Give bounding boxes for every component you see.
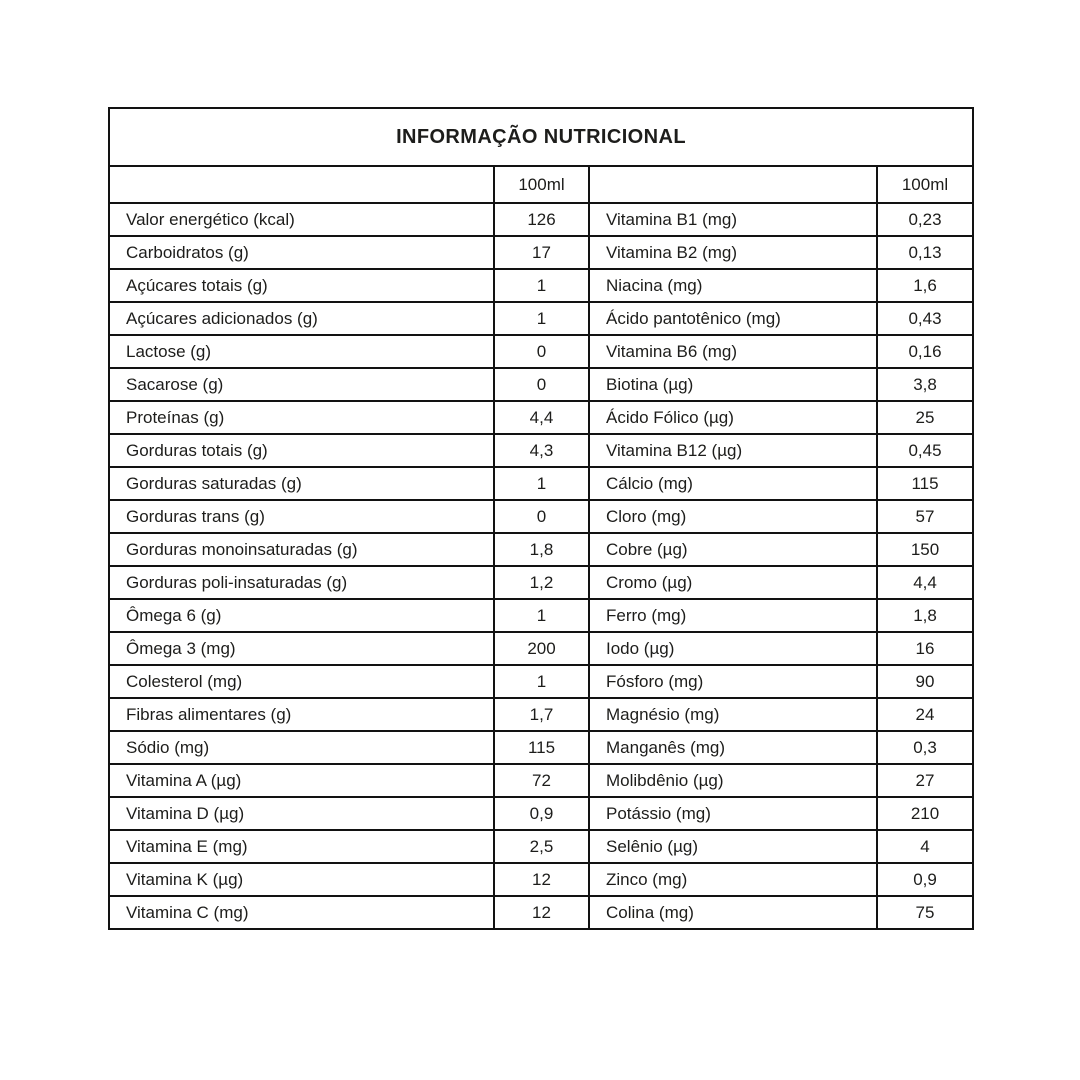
- nutrition-table: [108, 107, 974, 930]
- table-row: [109, 896, 973, 929]
- nutrient-value: 3,8: [877, 368, 973, 401]
- nutrient-label: Vitamina K (µg): [109, 863, 494, 896]
- table-row: [109, 302, 973, 335]
- unit-header-empty-left: [109, 166, 494, 203]
- nutrient-value: 150: [877, 533, 973, 566]
- nutrient-value: 1,8: [877, 599, 973, 632]
- nutrient-label: Vitamina B1 (mg): [589, 203, 877, 236]
- nutrient-value: 1,7: [494, 698, 589, 731]
- nutrient-value: 25: [877, 401, 973, 434]
- unit-header-left: 100ml: [494, 166, 589, 203]
- nutrient-value: 12: [494, 863, 589, 896]
- nutrient-value: 4,4: [877, 566, 973, 599]
- nutrient-label: Vitamina B12 (µg): [589, 434, 877, 467]
- nutrient-label: Cobre (µg): [589, 533, 877, 566]
- nutrient-label: Gorduras totais (g): [109, 434, 494, 467]
- table-row: [109, 434, 973, 467]
- nutrient-value: 72: [494, 764, 589, 797]
- nutrient-label: Magnésio (mg): [589, 698, 877, 731]
- nutrient-value: 0,43: [877, 302, 973, 335]
- table-row: [109, 203, 973, 236]
- nutrition-facts-panel: [108, 107, 974, 930]
- table-row: [109, 368, 973, 401]
- nutrient-label: Colesterol (mg): [109, 665, 494, 698]
- nutrient-value: 1: [494, 467, 589, 500]
- nutrient-label: Lactose (g): [109, 335, 494, 368]
- table-row: [109, 830, 973, 863]
- nutrient-value: 1: [494, 302, 589, 335]
- nutrient-value: 1: [494, 665, 589, 698]
- table-row: [109, 632, 973, 665]
- nutrient-value: 12: [494, 896, 589, 929]
- table-row: [109, 236, 973, 269]
- nutrient-value: 210: [877, 797, 973, 830]
- nutrient-value: 126: [494, 203, 589, 236]
- nutrient-value: 1,6: [877, 269, 973, 302]
- nutrient-value: 24: [877, 698, 973, 731]
- nutrient-value: 4,4: [494, 401, 589, 434]
- nutrient-label: Colina (mg): [589, 896, 877, 929]
- nutrient-value: 1,2: [494, 566, 589, 599]
- nutrient-value: 75: [877, 896, 973, 929]
- unit-header-right: 100ml: [877, 166, 973, 203]
- nutrient-label: Gorduras monoinsaturadas (g): [109, 533, 494, 566]
- nutrient-label: Molibdênio (µg): [589, 764, 877, 797]
- nutrient-label: Zinco (mg): [589, 863, 877, 896]
- nutrient-value: 115: [877, 467, 973, 500]
- nutrient-value: 0,16: [877, 335, 973, 368]
- nutrient-value: 0: [494, 368, 589, 401]
- nutrient-label: Fósforo (mg): [589, 665, 877, 698]
- table-row: [109, 533, 973, 566]
- nutrient-label: Ácido Fólico (µg): [589, 401, 877, 434]
- nutrient-value: 115: [494, 731, 589, 764]
- nutrient-label: Biotina (µg): [589, 368, 877, 401]
- nutrient-label: Vitamina B2 (mg): [589, 236, 877, 269]
- nutrient-label: Cloro (mg): [589, 500, 877, 533]
- nutrient-label: Valor energético (kcal): [109, 203, 494, 236]
- table-row: [109, 731, 973, 764]
- table-row: [109, 599, 973, 632]
- unit-header-empty-right: [589, 166, 877, 203]
- nutrient-value: 0,45: [877, 434, 973, 467]
- nutrient-value: 4,3: [494, 434, 589, 467]
- nutrient-label: Gorduras poli-insaturadas (g): [109, 566, 494, 599]
- table-row: [109, 467, 973, 500]
- nutrient-value: 0,3: [877, 731, 973, 764]
- nutrient-value: 0,9: [877, 863, 973, 896]
- nutrient-label: Cálcio (mg): [589, 467, 877, 500]
- table-title: INFORMAÇÃO NUTRICIONAL: [109, 108, 973, 166]
- table-row: [109, 401, 973, 434]
- nutrient-label: Sódio (mg): [109, 731, 494, 764]
- nutrient-value: 0,23: [877, 203, 973, 236]
- table-row: [109, 797, 973, 830]
- nutrient-label: Iodo (µg): [589, 632, 877, 665]
- nutrient-label: Niacina (mg): [589, 269, 877, 302]
- nutrient-value: 1: [494, 599, 589, 632]
- table-row: [109, 500, 973, 533]
- nutrient-value: 1: [494, 269, 589, 302]
- nutrient-label: Vitamina A (µg): [109, 764, 494, 797]
- nutrient-label: Ômega 6 (g): [109, 599, 494, 632]
- table-row: [109, 665, 973, 698]
- nutrient-label: Selênio (µg): [589, 830, 877, 863]
- nutrient-label: Proteínas (g): [109, 401, 494, 434]
- nutrient-value: 4: [877, 830, 973, 863]
- nutrient-value: 0: [494, 335, 589, 368]
- table-row: [109, 764, 973, 797]
- nutrient-value: 0: [494, 500, 589, 533]
- nutrient-value: 2,5: [494, 830, 589, 863]
- nutrient-value: 57: [877, 500, 973, 533]
- table-row: [109, 698, 973, 731]
- table-body: [109, 203, 973, 929]
- nutrient-label: Vitamina E (mg): [109, 830, 494, 863]
- nutrient-label: Vitamina B6 (mg): [589, 335, 877, 368]
- table-row: [109, 566, 973, 599]
- nutrient-label: Açúcares totais (g): [109, 269, 494, 302]
- nutrient-value: 0,9: [494, 797, 589, 830]
- nutrient-label: Açúcares adicionados (g): [109, 302, 494, 335]
- nutrient-label: Manganês (mg): [589, 731, 877, 764]
- nutrient-label: Ácido pantotênico (mg): [589, 302, 877, 335]
- nutrient-label: Carboidratos (g): [109, 236, 494, 269]
- title-row: [109, 108, 973, 166]
- nutrient-value: 90: [877, 665, 973, 698]
- table-row: [109, 269, 973, 302]
- nutrient-label: Cromo (µg): [589, 566, 877, 599]
- nutrient-value: 1,8: [494, 533, 589, 566]
- nutrient-value: 16: [877, 632, 973, 665]
- nutrient-value: 200: [494, 632, 589, 665]
- table-row: [109, 335, 973, 368]
- nutrient-label: Vitamina D (µg): [109, 797, 494, 830]
- nutrient-value: 0,13: [877, 236, 973, 269]
- nutrient-label: Gorduras trans (g): [109, 500, 494, 533]
- nutrient-value: 17: [494, 236, 589, 269]
- nutrient-label: Fibras alimentares (g): [109, 698, 494, 731]
- nutrient-value: 27: [877, 764, 973, 797]
- nutrient-label: Vitamina C (mg): [109, 896, 494, 929]
- table-row: [109, 863, 973, 896]
- nutrient-label: Sacarose (g): [109, 368, 494, 401]
- nutrient-label: Gorduras saturadas (g): [109, 467, 494, 500]
- unit-header-row: [109, 166, 973, 203]
- nutrient-label: Potássio (mg): [589, 797, 877, 830]
- nutrient-label: Ferro (mg): [589, 599, 877, 632]
- nutrient-label: Ômega 3 (mg): [109, 632, 494, 665]
